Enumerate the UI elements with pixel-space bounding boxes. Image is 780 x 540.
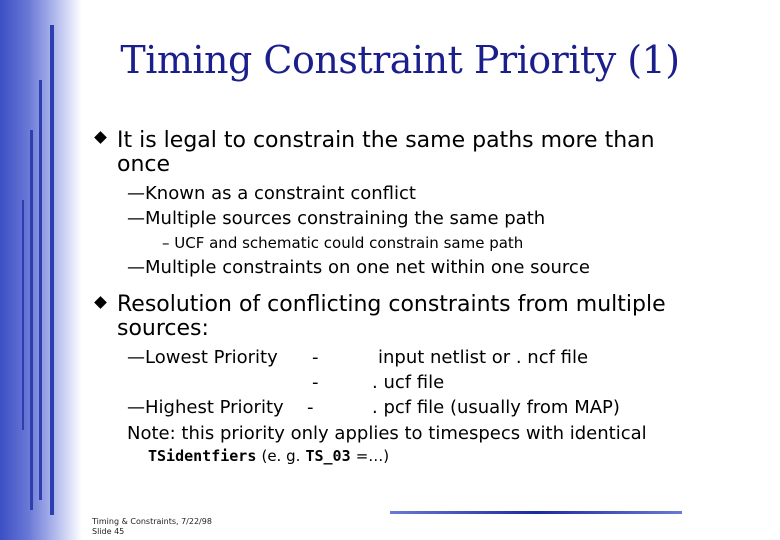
priority-value-highest: . pcf file (usually from MAP) — [372, 397, 620, 418]
priority-dash: - — [312, 372, 319, 393]
priority-value-lowest: input netlist or . ncf file — [378, 347, 589, 368]
slide-title: Timing Constraint Priority (1) — [120, 38, 680, 82]
subsub-item: – UCF and schematic could constrain same path — [162, 234, 524, 252]
decor-line — [50, 25, 54, 515]
priority-dash: - — [307, 397, 314, 418]
bullet-text-cont: sources: — [117, 316, 209, 341]
note-text: Note: this priority only applies to timespecs with identical — [127, 423, 647, 444]
bullet-text: Resolution of conflicting constraints from multiple — [117, 292, 666, 317]
sub-item: —Known as a constraint conflict — [127, 183, 416, 204]
footer-line: Slide 45 — [92, 527, 125, 536]
bullet-text-cont: once — [117, 152, 171, 177]
footer-line: Timing & Constraints, 7/22/98 — [92, 517, 212, 526]
decor-line — [30, 130, 33, 510]
priority-value-mid: . ucf file — [372, 372, 445, 393]
sub-item: —Multiple sources constraining the same path — [127, 208, 546, 229]
priority-label-lowest: —Lowest Priority — [127, 347, 278, 368]
footer-rule — [390, 511, 682, 514]
footer — [92, 517, 212, 537]
note-continuation — [148, 446, 389, 465]
priority-label-highest: —Highest Priority — [127, 397, 284, 418]
bullet-icon — [94, 296, 107, 309]
decor-line — [39, 80, 42, 500]
sub-item: —Multiple constraints on one net within one source — [127, 257, 590, 278]
code-text: TS_03 — [305, 447, 351, 465]
decor-line — [22, 200, 24, 430]
note-text: =…) — [355, 447, 390, 465]
bullet-icon — [94, 131, 107, 144]
code-text: TSidentfiers — [148, 447, 257, 465]
note-text: (e. g. — [261, 447, 301, 465]
priority-dash: - — [312, 347, 319, 368]
bullet-text: It is legal to constrain the same paths more than — [117, 128, 655, 153]
